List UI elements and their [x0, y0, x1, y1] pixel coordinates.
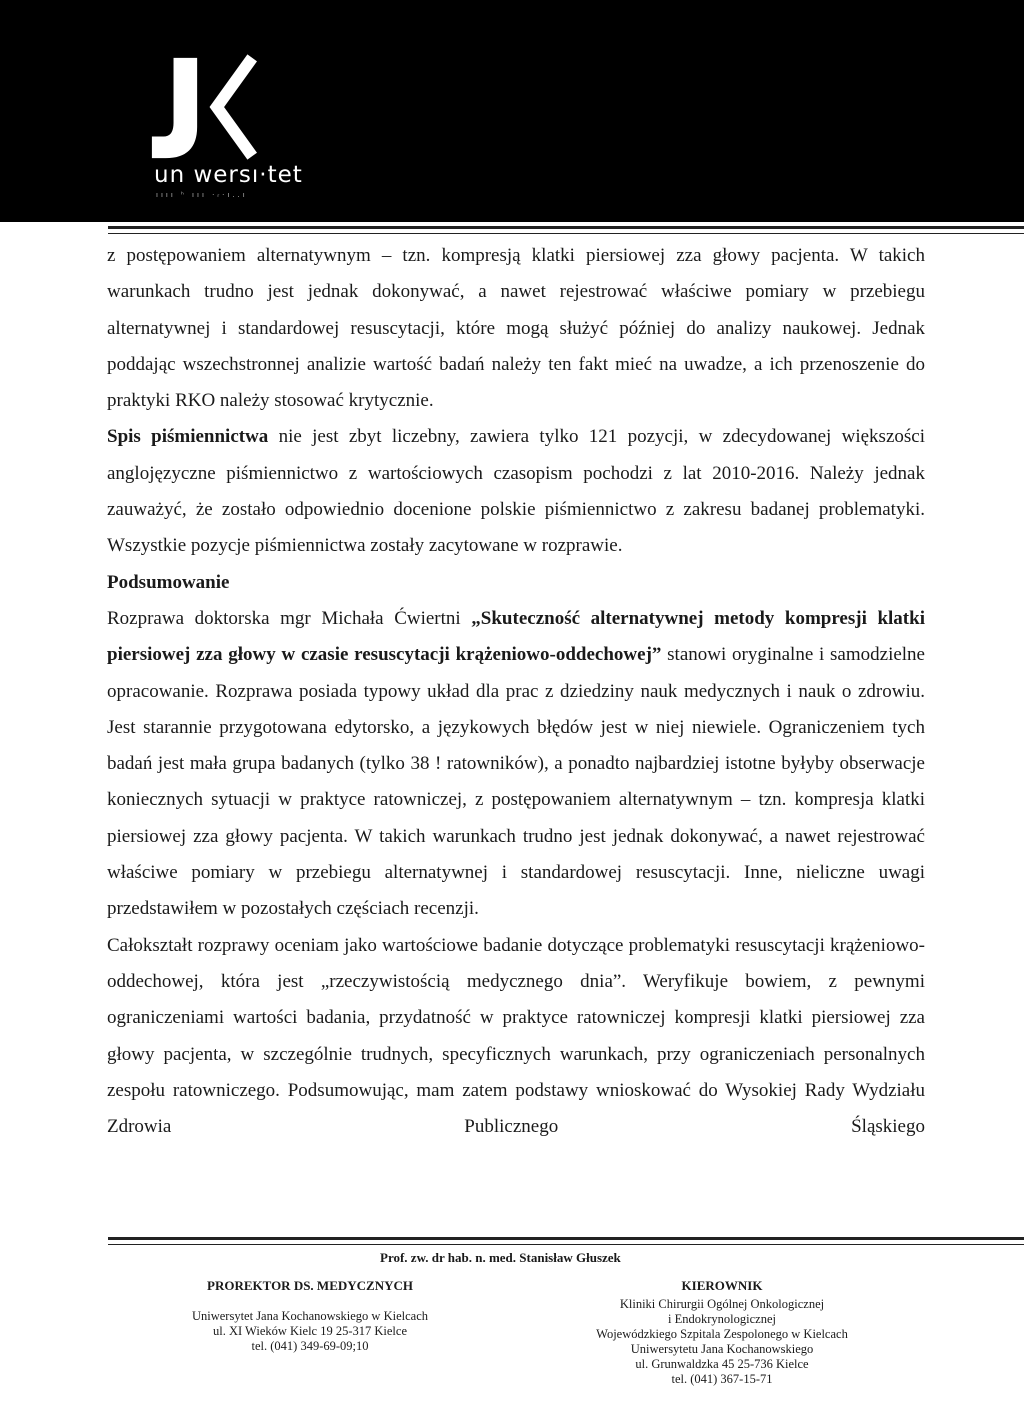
stamp-head-line: Uniwersytetu Jana Kochanowskiego	[630, 1342, 814, 1356]
stamp-prorector-line: ul. XI Wieków Kielc 19 25-317 Kielce	[212, 1324, 407, 1338]
bibliography-text: nie jest zbyt liczebny, zawiera tylko 121 pozycji, w zdecydowanej większości anglojęzyczne piśmiennictwo z wartościowych czasopism pochodzi z lat 2010-2016. Należy jednak zauważyć, że zostało odpowiednio docenione polskie piśmiennictwo z zakresu badanej problematyki. Wszystkie pozycje piśmiennictwa zostały zacytowane w rozprawie.	[107, 426, 925, 557]
jk-logo-icon	[146, 50, 264, 168]
stamp-head-line: tel. (041) 367-15-71	[671, 1372, 773, 1386]
summary-text: stanowi oryginalne i samodzielne opracowanie. Rozprawa posiada typowy układ dla prac z dziedziny nauk medycznych i nauk o zdrowiu. Jest starannie przygotowana edytorsko, a językowych błędów jest w niej niewiele. Ograniczeniem tych badań jest mała grupa badanych (tylko 38 ! ratowników), a ponadto najbardziej istotne byłyby obserwacje koniecznych sytuacji w praktyce ratowniczej, z postępowaniem alternatywnym – tzn. kompresja klatki piersiowej zza głowy pacjenta. W takich warunkach trudno jest jednak dokonywać, a nawet rejestrować właściwe pomiary w przebiegu alternatywnej i standardowej resuscytacji. Inne, nieliczne uwagi przedstawiłem w pozostałych częściach recenzji.	[107, 644, 925, 920]
section-heading-summary: Podsumowanie	[107, 571, 230, 593]
header-rule-thick	[108, 226, 1024, 229]
header-band	[0, 0, 1024, 222]
footer-rule-thick	[108, 1237, 1024, 1240]
stamp-head-of-clinic	[562, 1278, 882, 1387]
stamp-head-line: Wojewódzkiego Szpitala Zespolonego w Kielcach	[596, 1327, 848, 1341]
logo-wordmark: un wersı·tet	[154, 162, 303, 188]
header-rule-thin	[108, 233, 1024, 234]
stamp-prorector-line: Uniwersytet Jana Kochanowskiego w Kielcach	[191, 1309, 429, 1323]
university-logo	[140, 40, 303, 210]
stamp-head-line: i Endokrynologicznej	[668, 1312, 776, 1326]
footer-rule-thin	[108, 1244, 1024, 1245]
thesis-title: „Skuteczność alternatywnej metody kompresji klatki piersiowej zza głowy w czasie resuscytacji krążeniowo-oddechowej”	[107, 607, 925, 666]
paragraph-1: z postępowaniem alternatywnym – tzn. kompresją klatki piersiowej zza głowy pacjenta. W takich warunkach trudno jest jednak dokonywać, a nawet rejestrować właściwe pomiary w przebiegu alternatywnej i standardowej resuscytacji, które mogą służyć później do analizy naukowej. Jednak poddając wszechstronnej analizie wartość badań należy ten fakt mieć na uwadze, a ich przenoszenie do praktyki RKO należy stosować krytycznie.	[107, 245, 925, 412]
stamp-head-line: ul. Grunwaldzka 45 25-736 Kielce	[635, 1357, 809, 1371]
stamp-prorector-title: PROREKTOR DS. MEDYCZNYCH	[207, 1278, 413, 1293]
summary-intro: Rozprawa doktorska mgr Michała Ćwiertni	[107, 607, 472, 629]
stamp-prorector-line: tel. (041) 349-69-09;10	[251, 1339, 369, 1353]
signatory-name-stamp: Prof. zw. dr hab. n. med. Stanisław Głuszek	[380, 1250, 621, 1265]
stamp-head-title: KIEROWNIK	[681, 1278, 763, 1293]
stamp-prorector	[165, 1278, 455, 1354]
stamp-head-line: Kliniki Chirurgii Ogólnej Onkologicznej	[619, 1297, 825, 1311]
bibliography-term: Spis piśmiennictwa	[107, 426, 269, 448]
paragraph-bibliography	[107, 419, 925, 564]
logo-subtext: ıııı ʰ ııı ·ᵣ·ı..ı	[156, 191, 248, 199]
document-body	[107, 238, 925, 1145]
paragraph-conclusion: Całokształt rozprawy oceniam jako wartościowe badanie dotyczące problematyki resuscytacji krążeniowo-oddechowej, która jest „rzeczywistością medycznego dnia”. Weryfikuje bowiem, z pewnymi ograniczeniami wartości badania, przydatność w praktyce ratowniczej kompresji klatki piersiowej zza głowy pacjenta, w szczególnie trudnych, specyficznych warunkach, przy ograniczeniach personalnych zespołu ratowniczego. Podsumowując, mam zatem podstawy wnioskować do Wysokiej Rady Wydziału Zdrowia Publicznego Śląskiego	[107, 934, 925, 1138]
paragraph-summary	[107, 601, 925, 928]
